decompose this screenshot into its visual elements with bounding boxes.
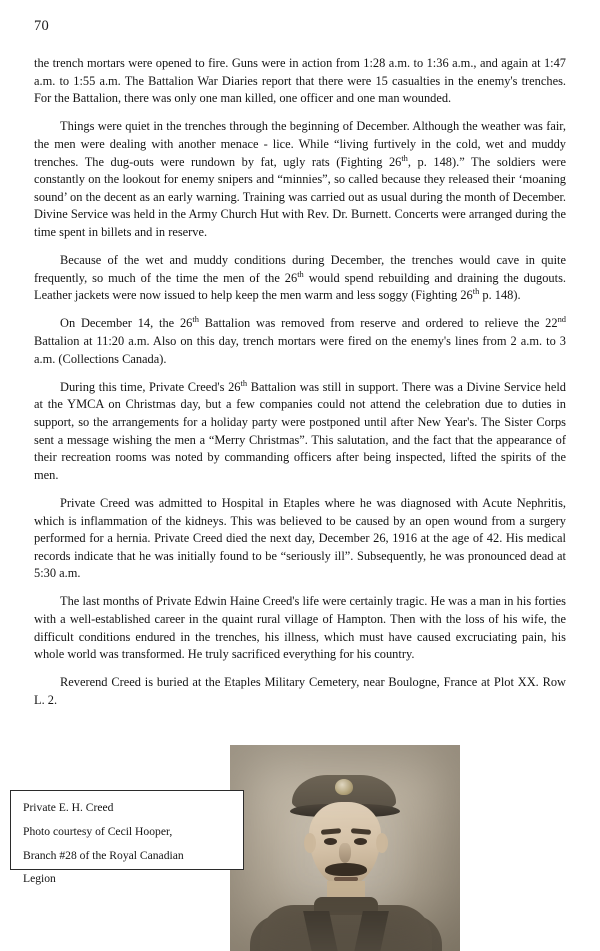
ear-right	[376, 833, 388, 853]
caption-line-3: Branch #28 of the Royal Canadian	[23, 848, 184, 862]
photo-background	[230, 745, 460, 951]
eye-left	[324, 838, 337, 845]
paragraph-5: During this time, Private Creed's 26th Battalion was still in support. There was a Divine Service held at the YMCA on Christmas day, but a few companies could not attend the celebration due to duties in support, so the arrangements for a holiday party were postponed until after New Year's. The Sister Corps sent a message wishing the men a “Merry Christmas”. This salutation, and the fact that the appearance of their recreation rooms was noted by commanding officers after being inspected, lifted the spirits of the men.	[34, 377, 566, 482]
soldier-portrait-photo	[230, 745, 460, 951]
photo-caption-box	[10, 790, 244, 886]
moustache	[325, 863, 367, 876]
cap-badge-icon	[335, 779, 353, 795]
eye-right	[354, 838, 367, 845]
paragraph-3: Because of the wet and muddy conditions during December, the trenches would cave in quite frequently, so much of the time the men of the 26th would spend rebuilding and draining the dugouts. Leather jackets were now issued to help keep the men warm and less soggy (Fighting 26th p. 148).	[34, 253, 566, 303]
soldier-figure	[230, 745, 460, 951]
caption-line-2: Photo courtesy of Cecil Hooper,	[23, 824, 173, 838]
paragraph-2: Things were quiet in the trenches through the beginning of December. Although the weather was fair, the men were dealing with another menace - lice. While “living furtively in the cold, wet and muddy trenches. The dug-outs were rundown by fat, ugly rats (Fighting 26th, p. 148).” The soldiers were constantly on the lookout for enemy snipers and “minnies”, so called because they released their ‘moaning sound’ on the decent as an early warning. Training was carried out as usual during the month of December. Divine Service was held in the Army Church Hut with Rev. Dr. Burnett. Concerts were arranged during the time spent in billets and in reserve.	[34, 119, 566, 239]
paragraph-1: the trench mortars were opened to fire. Guns were in action from 1:28 a.m. to 1:36 a.m., and again at 1:47 a.m. to 1:55 a.m. The Battalion War Diaries report that there were 15 casualties in the enemy's trenches. For the Battalion, there was only one man killed, one officer and one man wounded.	[34, 56, 566, 106]
ear-left	[304, 833, 316, 853]
caption-line-1: Private E. H. Creed	[23, 801, 114, 814]
caption-line-4: Legion	[23, 872, 56, 886]
paragraph-7: The last months of Private Edwin Haine Creed's life were certainly tragic. He was a man in his forties with a well-established career in the quaint rural village of Hampton. Then with the loss of his wife, the difficult conditions endured in the trenches, his illness, which must have caused excruciating pain, his whole world was transformed. He truly sacrificed everything for his country.	[34, 594, 566, 662]
page-body	[34, 55, 566, 710]
paragraph-6: Private Creed was admitted to Hospital in Etaples where he was diagnosed with Acute Nephritis, which is inflammation of the kidneys. This was believed to be caused by an open wound from a surgery performed for a hernia. Private Creed died the next day, December 26, 1916 at the age of 42. His medical records indicate that he was initially found to be “seriously ill”. Subsequently, he was pronounced dead at 5:30 a.m.	[34, 495, 566, 581]
nose	[339, 843, 351, 863]
paragraph-4: On December 14, the 26th Battalion was removed from reserve and ordered to relieve the 22nd Battalion at 11:20 a.m. Also on this day, trench mortars were fired on the enemy's lines from 2 a.m. to 3 a.m. (Collections Canada).	[34, 314, 566, 366]
paragraph-8: Reverend Creed is buried at the Etaples Military Cemetery, near Boulogne, France at Plot XX. Row L. 2.	[34, 675, 566, 707]
page-number: 70	[34, 18, 50, 34]
